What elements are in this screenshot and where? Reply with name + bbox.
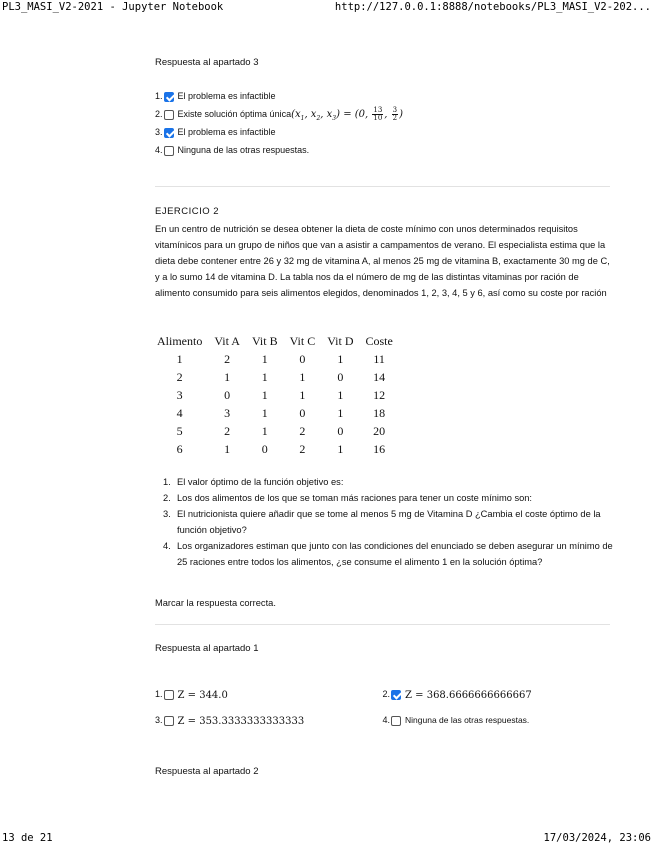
option-checkbox[interactable] bbox=[164, 690, 174, 700]
print-header-url: http://127.0.0.1:8888/notebooks/PL3_MASI_V2-202... bbox=[334, 1, 651, 13]
list-item: 4. Los organizadores estiman que junto con las condiciones del enunciado se deben asegurar un mínimo de 25 raciones entre todos los alimentos, ¿se consume el alimento 1 en la solución óptima? bbox=[163, 541, 613, 567]
option-text: Ninguna de las otras respuestas. bbox=[177, 145, 310, 156]
option-number: 4. bbox=[382, 715, 391, 726]
option-text: Ninguna de las otras respuestas. bbox=[405, 715, 530, 726]
options-row bbox=[155, 682, 610, 708]
respuesta3-option-2 bbox=[155, 106, 403, 124]
respuesta3-option-1 bbox=[155, 88, 403, 106]
table-cell: 1 bbox=[261, 388, 268, 403]
table-row bbox=[155, 369, 399, 387]
option-number: 1. bbox=[155, 689, 163, 700]
option-number: 1. bbox=[155, 91, 163, 102]
respuesta3-heading: Respuesta al apartado 3 bbox=[155, 57, 259, 68]
respuesta1-option-1 bbox=[155, 689, 383, 702]
option-checkbox[interactable] bbox=[164, 128, 174, 138]
respuesta3-options bbox=[155, 88, 403, 160]
table-cell: 5 bbox=[176, 424, 183, 439]
table-header: Coste bbox=[365, 334, 393, 349]
table-cell: 1 bbox=[224, 442, 231, 457]
table-cell: 2 bbox=[176, 370, 183, 385]
option-text: El problema es infactible bbox=[177, 127, 276, 138]
table-cell: 1 bbox=[176, 352, 183, 367]
table-cell: 1 bbox=[261, 424, 268, 439]
option-number: 3. bbox=[155, 127, 163, 138]
respuesta1-option-4 bbox=[383, 715, 611, 727]
print-header-title: PL3_MASI_V2-2021 - Jupyter Notebook bbox=[2, 1, 224, 13]
option-text: Z = 344.0 bbox=[177, 689, 228, 701]
list-item: 3. El nutricionista quiere añadir que se tome al menos 5 mg de Vitamina D ¿Cambia el coste óptimo de la función objetivo? bbox=[163, 509, 601, 535]
table-cell: 4 bbox=[176, 406, 183, 421]
table-header: Alimento bbox=[157, 334, 203, 349]
table-cell: 1 bbox=[224, 370, 231, 385]
table-row bbox=[155, 423, 399, 441]
table-cell: 11 bbox=[373, 352, 385, 367]
respuesta2-heading: Respuesta al apartado 2 bbox=[155, 766, 259, 777]
table-cell: 18 bbox=[373, 406, 386, 421]
respuesta1-heading: Respuesta al apartado 1 bbox=[155, 643, 259, 654]
option-checkbox[interactable] bbox=[164, 146, 174, 156]
table-cell: 0 bbox=[337, 370, 344, 385]
options-row bbox=[155, 708, 610, 734]
table-row bbox=[155, 387, 399, 405]
table-row bbox=[155, 351, 399, 369]
respuesta1-option-2 bbox=[383, 689, 611, 702]
option-text: Z = 368.6666666666667 bbox=[405, 689, 532, 701]
respuesta1-option-3 bbox=[155, 715, 383, 728]
list-item: 1. El valor óptimo de la función objetivo es: bbox=[163, 477, 344, 487]
table-cell: 3 bbox=[176, 388, 183, 403]
print-header bbox=[0, 1, 655, 15]
print-datetime: 17/03/2024, 23:06 bbox=[543, 832, 651, 844]
option-checkbox[interactable] bbox=[164, 716, 174, 726]
table-cell: 1 bbox=[261, 352, 268, 367]
table-header: Vit A bbox=[214, 334, 240, 349]
option-checkbox[interactable] bbox=[164, 92, 174, 102]
vitamin-table bbox=[155, 333, 399, 459]
table-row bbox=[155, 405, 399, 423]
table-cell: 16 bbox=[373, 442, 386, 457]
question-text: Los dos alimentos de los que se toman más raciones para tener un coste mínimo son: bbox=[177, 493, 533, 503]
question-text: Los organizadores estiman que junto con las condiciones del enunciado se deben asegurar un mínimo de 25 raciones entre todos los alimentos, ¿se consume el alimento 1 en la solución óptima? bbox=[177, 541, 613, 567]
table-cell: 0 bbox=[337, 424, 344, 439]
option-math: ($x_1$, $x_2$, $x_3) = (0$, $\frac{13}{10}$ , $\frac{3}{2}$ ) bbox=[291, 106, 404, 123]
respuesta3-option-3 bbox=[155, 124, 403, 142]
table-cell: 2 bbox=[299, 442, 306, 457]
ejercicio2-title: EJERCICIO 2 bbox=[155, 206, 220, 217]
table-cell: 1 bbox=[261, 406, 268, 421]
table-header: Vit B bbox=[251, 334, 278, 349]
respuesta1-options bbox=[155, 682, 610, 734]
option-number: 2. bbox=[382, 689, 391, 700]
option-text: Z = 353.3333333333333 bbox=[177, 715, 305, 727]
respuesta3-option-4 bbox=[155, 142, 403, 160]
cell-divider bbox=[155, 624, 610, 625]
option-text: Existe solución óptima única bbox=[177, 109, 292, 120]
table-cell: 1 bbox=[337, 442, 344, 457]
option-checkbox[interactable] bbox=[391, 690, 401, 700]
table-cell: 0 bbox=[299, 406, 306, 421]
cell-divider bbox=[155, 186, 610, 187]
option-number: 2. bbox=[155, 109, 163, 120]
table-cell: 2 bbox=[224, 424, 231, 439]
table-header-row bbox=[155, 333, 399, 351]
option-checkbox[interactable] bbox=[164, 110, 174, 120]
questions-list bbox=[155, 474, 615, 570]
table-cell: 2 bbox=[299, 424, 306, 439]
table-header: Vit C bbox=[289, 334, 316, 349]
table-cell: 1 bbox=[261, 370, 268, 385]
table-cell: 0 bbox=[224, 388, 231, 403]
table-cell: 0 bbox=[299, 352, 306, 367]
table-cell: 1 bbox=[337, 406, 344, 421]
table-cell: 3 bbox=[224, 406, 231, 421]
table-row bbox=[155, 441, 399, 459]
table-cell: 14 bbox=[373, 370, 386, 385]
question-text: El valor óptimo de la función objetivo es: bbox=[177, 477, 344, 487]
table-cell: 0 bbox=[261, 442, 268, 457]
option-checkbox[interactable] bbox=[391, 716, 401, 726]
table-cell: 20 bbox=[373, 424, 386, 439]
mark-answer-instruction: Marcar la respuesta correcta. bbox=[155, 598, 276, 608]
option-text: El problema es infactible bbox=[177, 91, 276, 102]
table-cell: 6 bbox=[176, 442, 183, 457]
table-cell: 2 bbox=[224, 352, 231, 367]
question-text: El nutricionista quiere añadir que se tome al menos 5 mg de Vitamina D ¿Cambia el coste óptimo de la función objetivo? bbox=[177, 509, 601, 535]
table-cell: 1 bbox=[337, 352, 344, 367]
table-cell: 1 bbox=[299, 388, 306, 403]
print-footer bbox=[0, 832, 655, 846]
table-cell: 1 bbox=[299, 370, 306, 385]
ejercicio2-statement: En un centro de nutrición se desea obtener la dieta de coste mínimo con unos determinados requisitos vitamínicos para un grupo de niños que van a asistir a campamentos de verano. El especialista estima que la dieta debe contener entre 26 y 32 mg de vitamina A, al menos 25 mg de vitamina B, exactamente 30 mg de C, y a lo sumo 14 de vitamina D. La tabla nos da el número de mg de las distintas vitaminas por ración de alimento consumido para seis alimentos elegidos, denominados 1, 2, 3, 4, 5 y 6, así como su coste por ración bbox=[155, 224, 610, 298]
table-cell: 1 bbox=[337, 388, 344, 403]
option-math-plain bbox=[291, 107, 292, 108]
option-number: 4. bbox=[155, 145, 163, 156]
page-number: 13 de 21 bbox=[2, 832, 53, 844]
option-number: 3. bbox=[155, 715, 163, 726]
table-header: Vit D bbox=[327, 334, 354, 349]
table-cell: 12 bbox=[373, 388, 386, 403]
list-item: 2. Los dos alimentos de los que se toman más raciones para tener un coste mínimo son: bbox=[163, 493, 533, 503]
